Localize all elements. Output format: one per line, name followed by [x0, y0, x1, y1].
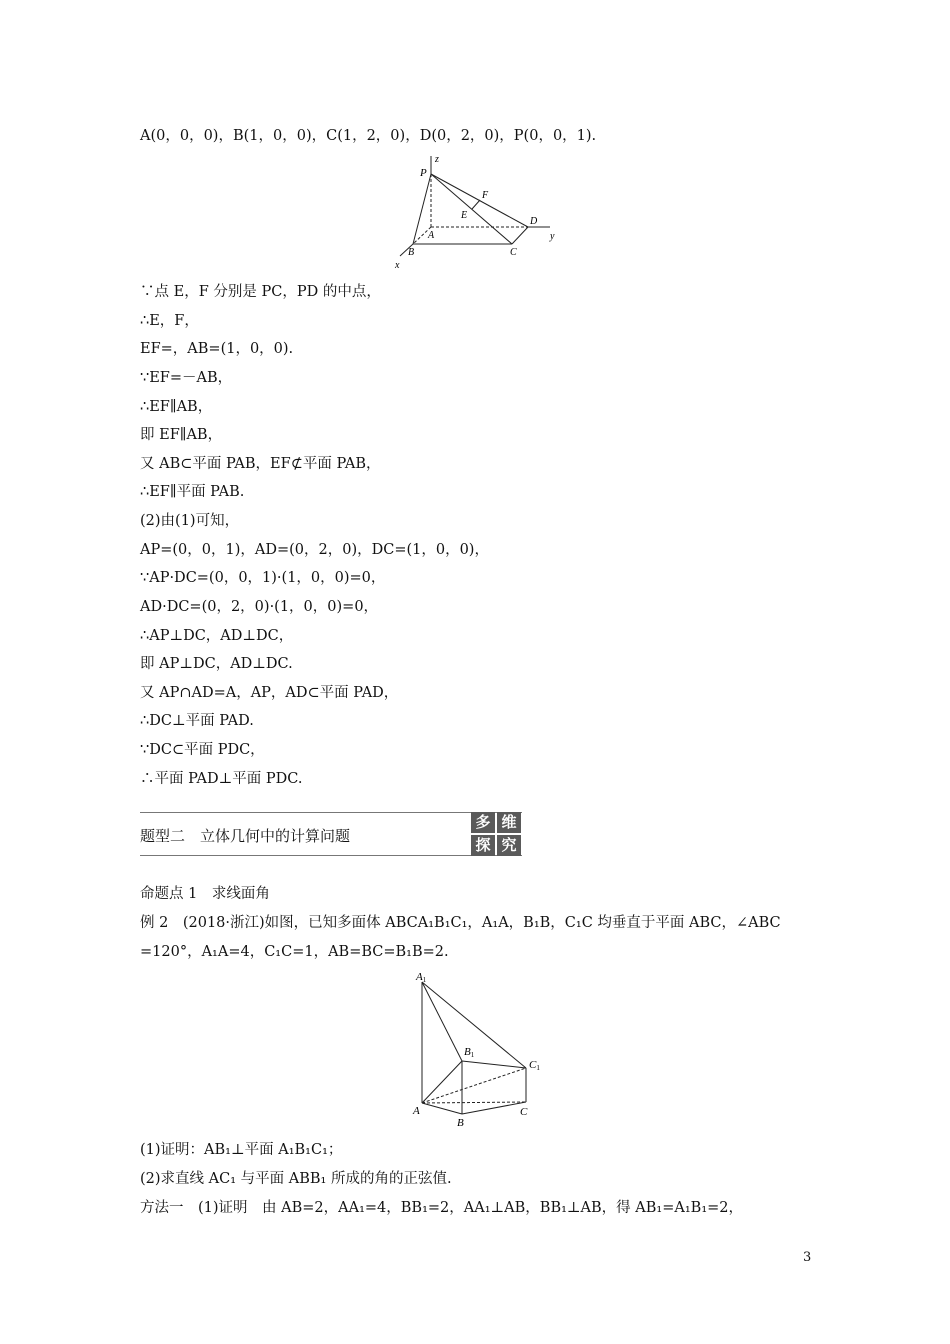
solution-line-1: 方法一 (1)证明 由 AB=2，AA₁=4，BB₁=2，AA₁⊥AB，BB₁⊥AB，得 AB₁=A₁B₁=2， — [140, 1200, 744, 1216]
text-line-10: (2)由(1)可知， — [140, 513, 240, 529]
coordinates-line: A(0，0，0)，B(1，0，0)，C(1，2，0)，D(0，2，0)，P(0，0，1). — [140, 128, 597, 144]
text-line-13: AD·DC=(0，2，0)·(1，0，0)=0， — [140, 599, 379, 615]
badge-cell-2: 维 — [497, 812, 521, 833]
text-line-18: ∵DC⊂平面 PDC， — [140, 742, 265, 758]
label-E: E — [461, 210, 468, 221]
text-line-16: 又 AP∩AD=A，AP，AD⊂平面 PAD， — [140, 685, 399, 701]
text-line-14: ∴AP⊥DC，AD⊥DC， — [140, 628, 294, 644]
text-line-4: EF=，AB=(1，0，0). — [140, 341, 294, 357]
example-line-2: =120°，A₁A=4，C₁C=1，AB=BC=B₁B=2. — [140, 944, 449, 960]
text-line-6: ∴EF∥AB， — [140, 399, 213, 415]
label-A1: A1 — [416, 971, 427, 984]
text-line-9: ∴EF∥平面 PAB. — [140, 484, 245, 500]
text-line-8: 又 AB⊂平面 PAB，EF⊄平面 PAB， — [140, 456, 381, 472]
badge-cell-4: 究 — [497, 835, 521, 856]
banner-top-rule — [140, 812, 522, 813]
text-line-15: 即 AP⊥DC，AD⊥DC. — [140, 656, 293, 672]
polyhedron-figure — [408, 968, 558, 1130]
ac1-dashed — [422, 1068, 526, 1103]
ac-dashed — [422, 1102, 526, 1103]
label-x: x — [395, 260, 400, 271]
text-line-3: ∴E，F， — [140, 313, 199, 329]
banner-bottom-rule — [140, 855, 522, 856]
section-title: 题型二 立体几何中的计算问题 — [140, 827, 351, 845]
label-C2: C — [520, 1106, 528, 1118]
label-B: B — [408, 247, 415, 258]
text-line-12: ∵AP·DC=(0，0，1)·(1，0，0)=0， — [140, 570, 386, 586]
label-z: z — [435, 154, 439, 165]
label-B2: B — [457, 1117, 464, 1129]
label-A: A — [428, 230, 435, 241]
question-2: (2)求直线 AC₁ 与平面 ABB₁ 所成的角的正弦值. — [140, 1171, 452, 1187]
example-line-1: 例 2 (2018·浙江)如图，已知多面体 ABCA₁B₁C₁，A₁A，B₁B，C₁C 均垂直于平面 ABC，∠ABC — [140, 915, 781, 931]
ef-segment — [472, 200, 480, 209]
label-D: D — [530, 216, 538, 227]
bc-edge — [462, 1102, 526, 1114]
section-banner — [140, 812, 522, 856]
badge-cell-3: 探 — [471, 835, 495, 856]
label-A2: A — [413, 1105, 420, 1117]
question-1: (1)证明：AB₁⊥平面 A₁B₁C₁； — [140, 1142, 343, 1158]
section-badge — [471, 812, 521, 856]
text-line-5: ∵EF=－AB， — [140, 370, 233, 386]
b1c1-edge — [462, 1061, 526, 1068]
text-line-11: AP=(0，0，1)，AD=(0，2，0)，DC=(1，0，0)， — [140, 542, 489, 558]
text-line-19: ∴平面 PAD⊥平面 PDC. — [140, 771, 303, 787]
cd-edge — [512, 227, 528, 244]
ab-edge — [422, 1103, 462, 1114]
text-line-7: 即 EF∥AB， — [140, 427, 223, 443]
label-C1: C1 — [529, 1059, 540, 1072]
text-line-17: ∴DC⊥平面 PAD. — [140, 713, 254, 729]
text-line-2: ∵点 E，F 分别是 PC，PD 的中点， — [140, 284, 381, 300]
pc-edge — [431, 174, 512, 244]
label-F: F — [482, 190, 489, 201]
page-number: 3 — [803, 1250, 812, 1265]
label-y: y — [550, 231, 555, 242]
label-B1: B1 — [464, 1046, 475, 1059]
label-P: P — [420, 167, 427, 179]
a1b1-edge — [422, 982, 462, 1061]
badge-cell-1: 多 — [471, 812, 495, 833]
pyramid-coordinate-figure — [388, 152, 568, 272]
subsection-heading: 命题点 1 求线面角 — [140, 886, 270, 902]
label-C: C — [510, 247, 517, 258]
